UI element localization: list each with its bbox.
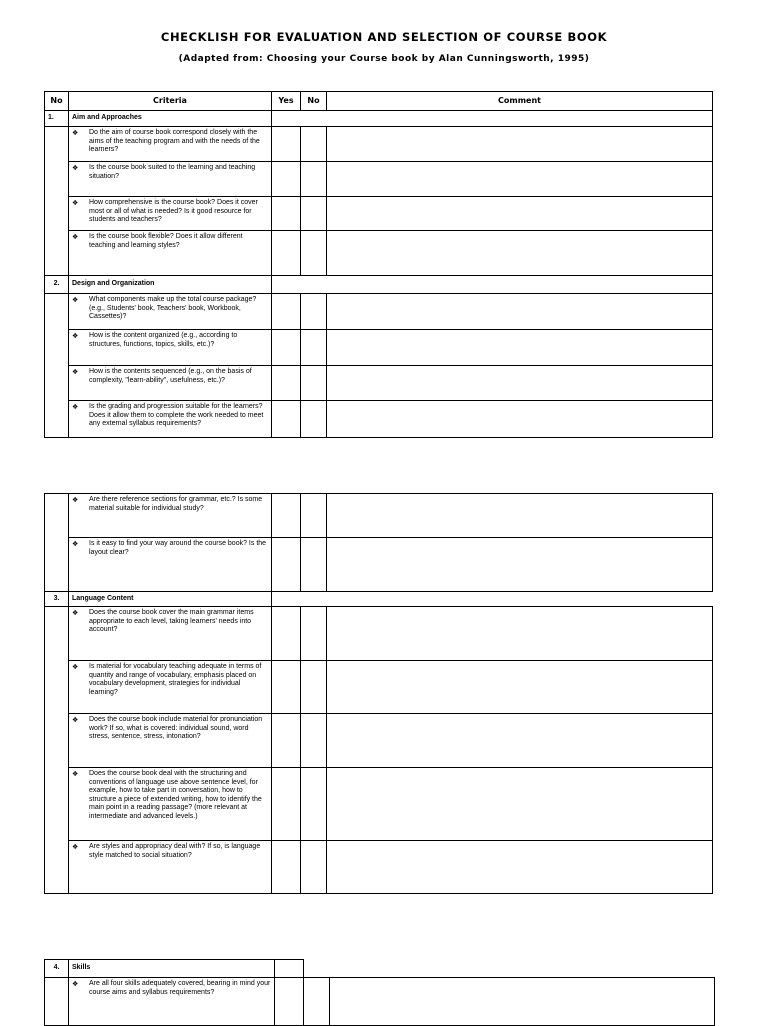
section-row xyxy=(45,592,713,607)
no-cell[interactable] xyxy=(304,978,330,1026)
section-blank xyxy=(275,960,304,978)
yes-cell[interactable] xyxy=(272,366,301,401)
yes-cell[interactable] xyxy=(272,538,301,592)
criteria-text: Does the course book deal with the structuring and conventions of language use above sentence level, for example, how to take part in conversation, how to structure a piece of extended writing, how to identify the main point in a reading passage? (more relevant at intermediate and advanced levels.) xyxy=(89,770,262,820)
diamond-bullet-icon: ❖ xyxy=(72,368,79,376)
section-blank xyxy=(304,960,330,978)
comment-cell[interactable] xyxy=(327,607,713,661)
table-row xyxy=(45,162,713,197)
comment-cell[interactable] xyxy=(327,162,713,197)
section-blank xyxy=(272,111,713,127)
criteria-cell xyxy=(69,366,272,401)
criteria-text: Is it easy to find your way around the course book? Is the layout clear? xyxy=(89,540,267,556)
no-cell[interactable] xyxy=(301,607,327,661)
criteria-text: Are all four skills adequately covered, bearing in mind your course aims and syllabus requirements? xyxy=(89,980,271,996)
diamond-bullet-icon: ❖ xyxy=(72,843,79,851)
criteria-cell xyxy=(69,714,272,768)
comment-cell[interactable] xyxy=(327,401,713,438)
section-number: 2. xyxy=(45,276,69,294)
section-title: Language Content xyxy=(69,592,272,607)
table-row xyxy=(45,714,713,768)
table-row xyxy=(45,494,713,538)
header-no: No xyxy=(45,92,69,111)
comment-cell[interactable] xyxy=(327,231,713,276)
table-row xyxy=(45,127,713,162)
yes-cell[interactable] xyxy=(272,494,301,538)
no-cell[interactable] xyxy=(301,841,327,894)
no-cell[interactable] xyxy=(301,714,327,768)
table-row xyxy=(45,841,713,894)
yes-cell[interactable] xyxy=(272,841,301,894)
yes-cell[interactable] xyxy=(272,768,301,841)
diamond-bullet-icon: ❖ xyxy=(72,770,79,778)
criteria-text: Are styles and appropriacy deal with? If so, is language style matched to social situation? xyxy=(89,843,261,859)
table-row xyxy=(45,978,715,1026)
diamond-bullet-icon: ❖ xyxy=(72,199,79,207)
document-subtitle: (Adapted from: Choosing your Course book by Alan Cunningsworth, 1995) xyxy=(178,54,590,64)
comment-cell[interactable] xyxy=(327,538,713,592)
criteria-cell xyxy=(69,768,272,841)
criteria-text: Do the aim of course book correspond closely with the aims of the teaching program and with the needs of the learners? xyxy=(89,129,260,154)
comment-cell[interactable] xyxy=(327,714,713,768)
table-row xyxy=(45,366,713,401)
table-row xyxy=(45,607,713,661)
number-cell xyxy=(45,494,69,592)
no-cell[interactable] xyxy=(301,494,327,538)
comment-cell[interactable] xyxy=(327,294,713,330)
criteria-cell xyxy=(69,401,272,438)
criteria-text: What components make up the total course package? (e.g., Students' book, Teachers' book, Workbook, Cassettes)? xyxy=(89,296,257,321)
section-row xyxy=(45,960,715,978)
criteria-text: How is the contents sequenced (e.g., on the basis of complexity, "learn-ability", usefulness, etc.)? xyxy=(89,368,252,384)
table-row xyxy=(45,294,713,330)
document-title: CHECKLISH FOR EVALUATION AND SELECTION OF COURSE BOOK xyxy=(160,30,608,44)
number-cell xyxy=(45,294,69,438)
table-row xyxy=(45,197,713,231)
no-cell[interactable] xyxy=(301,294,327,330)
diamond-bullet-icon: ❖ xyxy=(72,540,79,548)
criteria-text: Is the grading and progression suitable for the learners? Does it allow them to complete the work needed to meet any external syllabus requirements? xyxy=(89,403,264,428)
yes-cell[interactable] xyxy=(272,127,301,162)
number-cell xyxy=(45,127,69,276)
number-cell xyxy=(45,978,69,1026)
checklist-table-part-2 xyxy=(44,493,713,894)
comment-cell[interactable] xyxy=(327,768,713,841)
criteria-text: Is material for vocabulary teaching adequate in terms of quantity and range of vocabulary, emphasis placed on vocabulary development, strategies for individual learning? xyxy=(89,663,262,696)
criteria-text: Are there reference sections for grammar, etc.? Is some material suitable for individual study? xyxy=(89,496,263,512)
no-cell[interactable] xyxy=(301,330,327,366)
comment-cell[interactable] xyxy=(327,661,713,714)
yes-cell[interactable] xyxy=(272,661,301,714)
criteria-cell xyxy=(69,162,272,197)
criteria-text: How is the content organized (e.g., according to structures, functions, topics, skills, etc.)? xyxy=(89,332,238,348)
table-row xyxy=(45,661,713,714)
comment-cell[interactable] xyxy=(327,494,713,538)
yes-cell[interactable] xyxy=(272,197,301,231)
table-header-row xyxy=(45,92,713,111)
diamond-bullet-icon: ❖ xyxy=(72,609,79,617)
criteria-text: Is the course book flexible? Does it allow different teaching and learning styles? xyxy=(89,233,243,249)
criteria-text: Does the course book include material for pronunciation work? If so, what is covered: individual sound, word stress, sentence, stress, intonation? xyxy=(89,716,263,741)
header-no-answer: No xyxy=(301,92,327,111)
comment-cell[interactable] xyxy=(327,841,713,894)
no-cell[interactable] xyxy=(301,197,327,231)
diamond-bullet-icon: ❖ xyxy=(72,403,79,411)
header-comment: Comment xyxy=(327,92,713,111)
diamond-bullet-icon: ❖ xyxy=(72,980,79,988)
number-cell xyxy=(45,607,69,894)
comment-cell[interactable] xyxy=(327,127,713,162)
diamond-bullet-icon: ❖ xyxy=(72,129,79,137)
table-row xyxy=(45,330,713,366)
section-title: Aim and Approaches xyxy=(69,111,272,127)
criteria-cell xyxy=(69,231,272,276)
table-row xyxy=(45,401,713,438)
yes-cell[interactable] xyxy=(272,607,301,661)
criteria-cell xyxy=(69,197,272,231)
yes-cell[interactable] xyxy=(275,978,304,1026)
checklist-table-part-1 xyxy=(44,91,713,438)
criteria-cell xyxy=(69,841,272,894)
no-cell[interactable] xyxy=(301,538,327,592)
checklist-table-part-3 xyxy=(44,959,715,1026)
no-cell[interactable] xyxy=(301,162,327,197)
section-blank xyxy=(272,276,713,294)
comment-cell[interactable] xyxy=(327,366,713,401)
criteria-cell xyxy=(69,978,275,1026)
criteria-cell xyxy=(69,294,272,330)
yes-cell[interactable] xyxy=(272,294,301,330)
section-blank xyxy=(272,592,713,607)
yes-cell[interactable] xyxy=(272,162,301,197)
diamond-bullet-icon: ❖ xyxy=(72,296,79,304)
no-cell[interactable] xyxy=(301,768,327,841)
table-row xyxy=(45,768,713,841)
section-number: 3. xyxy=(45,592,69,607)
diamond-bullet-icon: ❖ xyxy=(72,233,79,241)
no-cell[interactable] xyxy=(301,401,327,438)
no-cell[interactable] xyxy=(301,127,327,162)
diamond-bullet-icon: ❖ xyxy=(72,164,79,172)
comment-cell[interactable] xyxy=(327,330,713,366)
header-yes: Yes xyxy=(272,92,301,111)
criteria-text: How comprehensive is the course book? Does it cover most or all of what is needed? Is it good resource for students and teachers? xyxy=(89,199,258,224)
criteria-text: Is the course book suited to the learning and teaching situation? xyxy=(89,164,256,180)
yes-cell[interactable] xyxy=(272,231,301,276)
section-title: Design and Organization xyxy=(69,276,272,294)
section-row xyxy=(45,111,713,127)
criteria-cell xyxy=(69,607,272,661)
comment-cell[interactable] xyxy=(327,197,713,231)
diamond-bullet-icon: ❖ xyxy=(72,496,79,504)
no-cell[interactable] xyxy=(301,231,327,276)
yes-cell[interactable] xyxy=(272,401,301,438)
section-title: Skills xyxy=(69,960,275,978)
no-cell[interactable] xyxy=(301,366,327,401)
criteria-cell xyxy=(69,127,272,162)
criteria-cell xyxy=(69,538,272,592)
diamond-bullet-icon: ❖ xyxy=(72,332,79,340)
criteria-cell xyxy=(69,330,272,366)
section-number: 1. xyxy=(45,111,69,127)
yes-cell[interactable] xyxy=(272,330,301,366)
diamond-bullet-icon: ❖ xyxy=(72,663,79,671)
yes-cell[interactable] xyxy=(272,714,301,768)
comment-cell[interactable] xyxy=(329,978,714,1026)
criteria-cell xyxy=(69,494,272,538)
section-row xyxy=(45,276,713,294)
table-row xyxy=(45,538,713,592)
table-row xyxy=(45,231,713,276)
section-blank xyxy=(329,960,714,978)
header-criteria: Criteria xyxy=(69,92,272,111)
criteria-text: Does the course book cover the main grammar items appropriate to each level, taking learners' needs into account? xyxy=(89,609,254,634)
diamond-bullet-icon: ❖ xyxy=(72,716,79,724)
section-number: 4. xyxy=(45,960,69,978)
criteria-cell xyxy=(69,661,272,714)
no-cell[interactable] xyxy=(301,661,327,714)
